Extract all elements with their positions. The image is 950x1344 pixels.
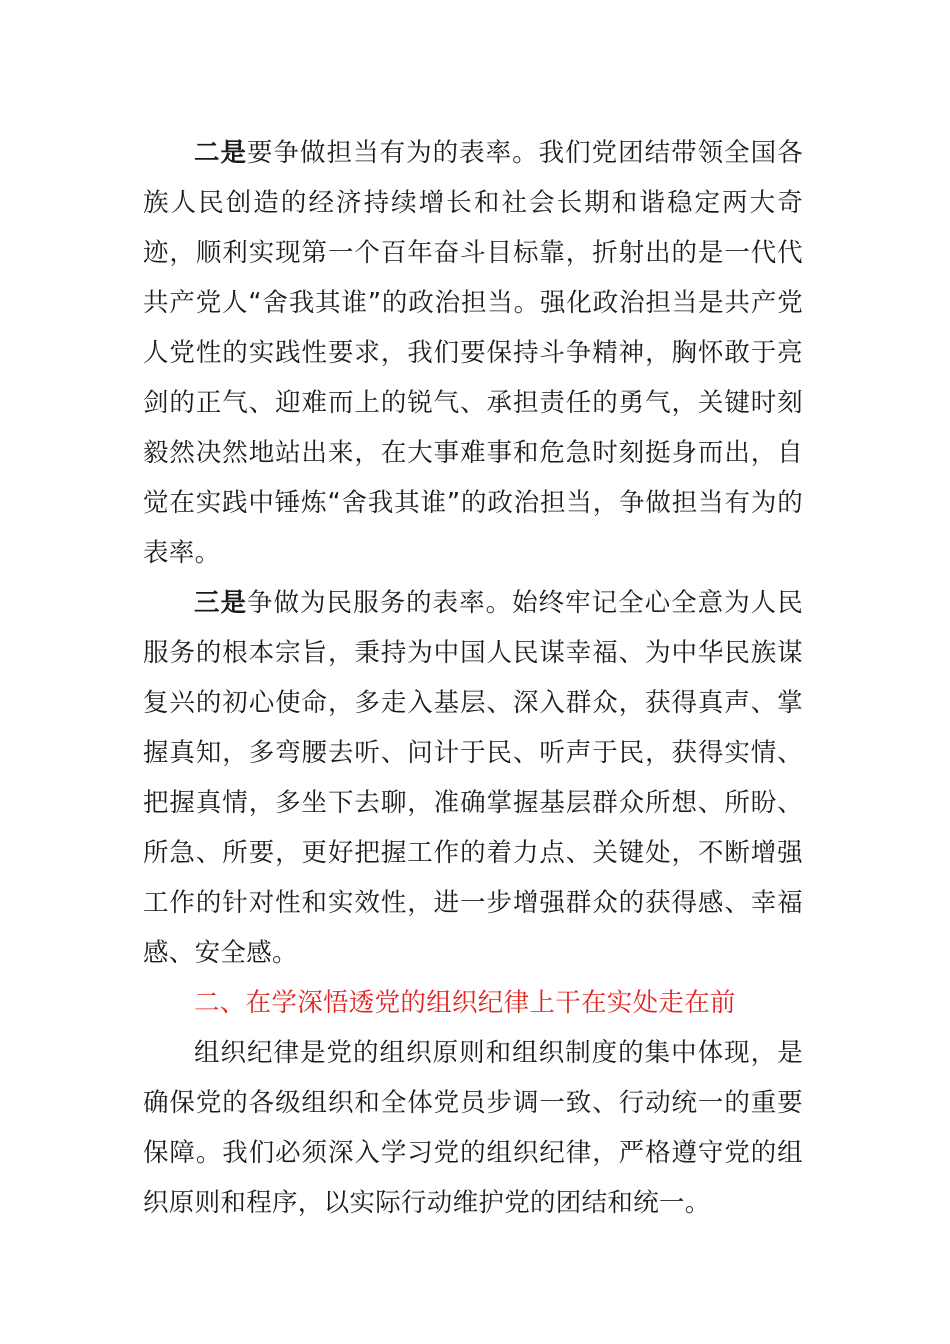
paragraph-lead: 二是 [194,138,248,168]
paragraph-text: 争做为民服务的表率。始终牢记全心全意为人民服务的根本宗旨，秉持为中国人民谋幸福、为中华民族谋复兴的初心使命，多走入基层、深入群众，获得真声、掌握真知，多弯腰去听、问计于民、听声于民，获得实情、把握真情，多坐下去聊，准确掌握基层群众所想、所盼、所急、所要，更好把握工作的着力点、关键处，不断增强工作的针对性和实效性，进一步增强群众的获得感、幸福感、安全感。 [143,588,803,968]
paragraph-three [143,578,803,978]
paragraph-lead: 三是 [194,588,248,618]
document-body [143,128,803,1228]
section-heading: 二、在学深悟透党的组织纪律上干在实处走在前 [194,988,736,1018]
paragraph-two [143,128,803,578]
section-paragraph: 组织纪律是党的组织原则和组织制度的集中体现，是确保党的各级组织和全体党员步调一致、行动统一的重要保障。我们必须深入学习党的组织纪律，严格遵守党的组织原则和程序，以实际行动维护党的团结和统一。 [143,1038,803,1218]
paragraph-text: 要争做担当有为的表率。我们党团结带领全国各族人民创造的经济持续增长和社会长期和谐稳定两大奇迹，顺利实现第一个百年奋斗目标靠，折射出的是一代代共产党人“舍我其谁”的政治担当。强化政治担当是共产党人党性的实践性要求，我们要保持斗争精神，胸怀敢于亮剑的正气、迎难而上的锐气、承担责任的勇气，关键时刻毅然决然地站出来，在大事难事和危急时刻挺身而出，自觉在实践中锤炼“舍我其谁”的政治担当，争做担当有为的表率。 [143,138,803,568]
